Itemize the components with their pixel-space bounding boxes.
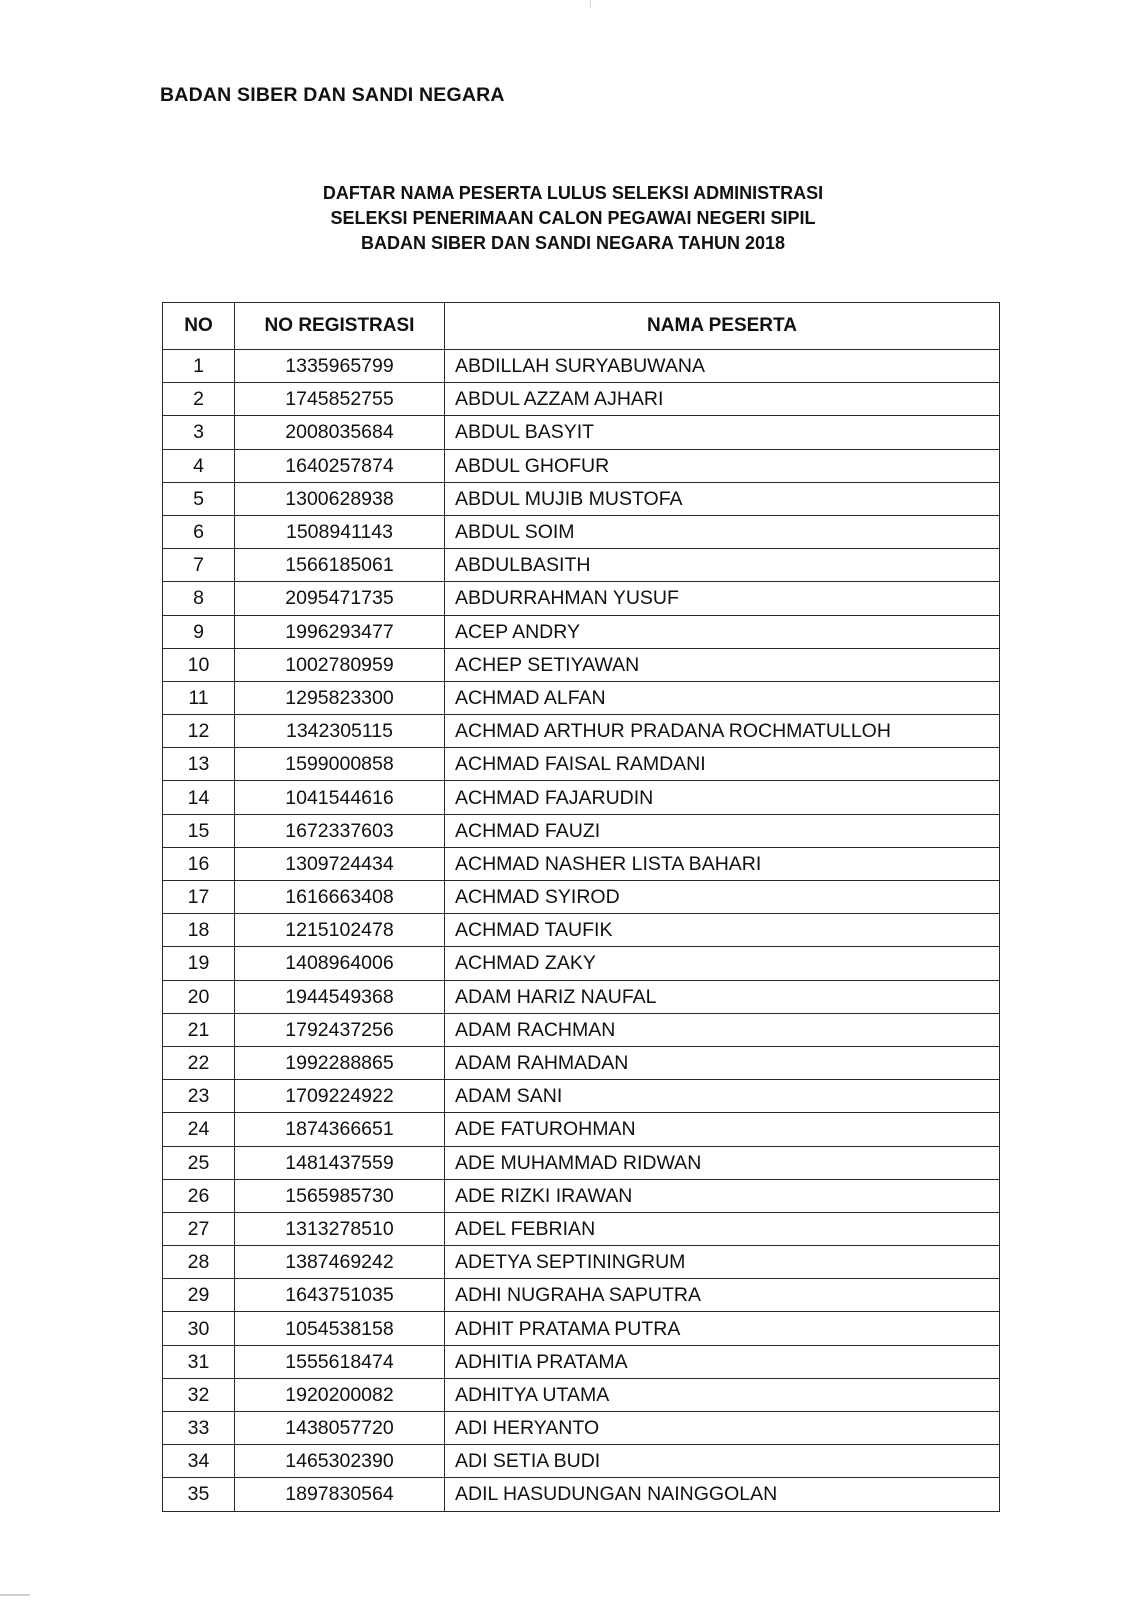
table-row [163, 1179, 1000, 1212]
registration-number: 1709224922 [235, 1080, 445, 1113]
row-number: 21 [163, 1013, 235, 1046]
participant-name: ABDUL AZZAM AJHARI [445, 383, 1000, 416]
registration-number: 1335965799 [235, 350, 445, 383]
table-row [163, 648, 1000, 681]
participant-name: ACHMAD SYIROD [445, 881, 1000, 914]
scan-artifact-mark [590, 0, 591, 8]
participant-name: ACHMAD ALFAN [445, 681, 1000, 714]
table-row [163, 1345, 1000, 1378]
table-body [163, 350, 1000, 1512]
row-number: 28 [163, 1246, 235, 1279]
row-number: 30 [163, 1312, 235, 1345]
row-number: 18 [163, 914, 235, 947]
registration-number: 1616663408 [235, 881, 445, 914]
participant-name: ACHMAD FAISAL RAMDANI [445, 748, 1000, 781]
table-row [163, 1412, 1000, 1445]
document-title [0, 181, 1138, 256]
registration-number: 1565985730 [235, 1179, 445, 1212]
participant-name: ADIL HASUDUNGAN NAINGGOLAN [445, 1478, 1000, 1511]
row-number: 35 [163, 1478, 235, 1511]
participant-name: ABDILLAH SURYABUWANA [445, 350, 1000, 383]
table-row [163, 482, 1000, 515]
row-number: 33 [163, 1412, 235, 1445]
table-row [163, 383, 1000, 416]
row-number: 8 [163, 582, 235, 615]
registration-number: 1996293477 [235, 615, 445, 648]
registration-number: 1897830564 [235, 1478, 445, 1511]
participant-name: ACEP ANDRY [445, 615, 1000, 648]
organization-heading: BADAN SIBER DAN SANDI NEGARA [160, 84, 505, 106]
registration-number: 1745852755 [235, 383, 445, 416]
column-header-no: NO [163, 303, 235, 350]
participant-name: ADE RIZKI IRAWAN [445, 1179, 1000, 1212]
table-row [163, 1013, 1000, 1046]
registration-number: 1408964006 [235, 947, 445, 980]
row-number: 16 [163, 847, 235, 880]
participant-name: ACHEP SETIYAWAN [445, 648, 1000, 681]
registration-number: 1295823300 [235, 681, 445, 714]
table-row [163, 1246, 1000, 1279]
participant-name: ADHI NUGRAHA SAPUTRA [445, 1279, 1000, 1312]
participant-name: ABDURRAHMAN YUSUF [445, 582, 1000, 615]
table-row [163, 515, 1000, 548]
participant-name: ADAM SANI [445, 1080, 1000, 1113]
row-number: 22 [163, 1046, 235, 1079]
table-row [163, 416, 1000, 449]
table-row [163, 715, 1000, 748]
participant-name: ADAM RAHMADAN [445, 1046, 1000, 1079]
registration-number: 1313278510 [235, 1212, 445, 1245]
registration-number: 1672337603 [235, 814, 445, 847]
row-number: 24 [163, 1113, 235, 1146]
row-number: 17 [163, 881, 235, 914]
row-number: 20 [163, 980, 235, 1013]
table-row [163, 681, 1000, 714]
row-number: 26 [163, 1179, 235, 1212]
participant-table [162, 302, 1000, 1512]
registration-number: 1215102478 [235, 914, 445, 947]
row-number: 27 [163, 1212, 235, 1245]
registration-number: 1992288865 [235, 1046, 445, 1079]
row-number: 12 [163, 715, 235, 748]
table-row [163, 814, 1000, 847]
table-header-row [163, 303, 1000, 350]
row-number: 2 [163, 383, 235, 416]
row-number: 1 [163, 350, 235, 383]
registration-number: 2008035684 [235, 416, 445, 449]
participant-name: ADI SETIA BUDI [445, 1445, 1000, 1478]
participant-name: ADAM HARIZ NAUFAL [445, 980, 1000, 1013]
registration-number: 1465302390 [235, 1445, 445, 1478]
row-number: 7 [163, 549, 235, 582]
registration-number: 1566185061 [235, 549, 445, 582]
table-row [163, 914, 1000, 947]
registration-number: 1387469242 [235, 1246, 445, 1279]
table-row [163, 847, 1000, 880]
registration-number: 1041544616 [235, 781, 445, 814]
participant-name: ADI HERYANTO [445, 1412, 1000, 1445]
participant-name: ADEL FEBRIAN [445, 1212, 1000, 1245]
registration-number: 1944549368 [235, 980, 445, 1013]
participant-name: ACHMAD FAUZI [445, 814, 1000, 847]
participant-name: ADHIT PRATAMA PUTRA [445, 1312, 1000, 1345]
table-row [163, 1445, 1000, 1478]
scan-edge-mark [0, 1594, 30, 1596]
row-number: 11 [163, 681, 235, 714]
participant-name: ABDUL BASYIT [445, 416, 1000, 449]
table-row [163, 980, 1000, 1013]
registration-number: 1599000858 [235, 748, 445, 781]
row-number: 10 [163, 648, 235, 681]
table-row [163, 947, 1000, 980]
row-number: 25 [163, 1146, 235, 1179]
row-number: 19 [163, 947, 235, 980]
title-line-1: DAFTAR NAMA PESERTA LULUS SELEKSI ADMINISTRASI [322, 183, 824, 203]
table-row [163, 781, 1000, 814]
row-number: 31 [163, 1345, 235, 1378]
registration-number: 1643751035 [235, 1279, 445, 1312]
registration-number: 1438057720 [235, 1412, 445, 1445]
table-row [163, 748, 1000, 781]
registration-number: 1874366651 [235, 1113, 445, 1146]
table-row [163, 449, 1000, 482]
row-number: 9 [163, 615, 235, 648]
row-number: 6 [163, 515, 235, 548]
registration-number: 1920200082 [235, 1378, 445, 1411]
row-number: 3 [163, 416, 235, 449]
table-row [163, 1279, 1000, 1312]
column-header-registration: NO REGISTRASI [235, 303, 445, 350]
participant-name: ADETYA SEPTININGRUM [445, 1246, 1000, 1279]
registration-number: 1300628938 [235, 482, 445, 515]
row-number: 29 [163, 1279, 235, 1312]
row-number: 32 [163, 1378, 235, 1411]
title-line-2: SELEKSI PENERIMAAN CALON PEGAWAI NEGERI SIPIL [330, 208, 816, 228]
registration-number: 1309724434 [235, 847, 445, 880]
participant-name: ADAM RACHMAN [445, 1013, 1000, 1046]
registration-number: 1508941143 [235, 515, 445, 548]
participant-name: ACHMAD ZAKY [445, 947, 1000, 980]
table-row [163, 1212, 1000, 1245]
participant-name: ADHITYA UTAMA [445, 1378, 1000, 1411]
row-number: 23 [163, 1080, 235, 1113]
participant-name: ACHMAD NASHER LISTA BAHARI [445, 847, 1000, 880]
title-line-3: BADAN SIBER DAN SANDI NEGARA TAHUN 2018 [360, 233, 786, 253]
table-row [163, 549, 1000, 582]
row-number: 5 [163, 482, 235, 515]
table-row [163, 1312, 1000, 1345]
row-number: 4 [163, 449, 235, 482]
row-number: 34 [163, 1445, 235, 1478]
registration-number: 1342305115 [235, 715, 445, 748]
participant-name: ABDUL SOIM [445, 515, 1000, 548]
table-row [163, 350, 1000, 383]
table-row [163, 1046, 1000, 1079]
table-row [163, 1080, 1000, 1113]
participant-name: ACHMAD FAJARUDIN [445, 781, 1000, 814]
participant-name: ADHITIA PRATAMA [445, 1345, 1000, 1378]
table-row [163, 1478, 1000, 1511]
row-number: 15 [163, 814, 235, 847]
column-header-name: NAMA PESERTA [445, 303, 1000, 350]
participant-name: ABDULBASITH [445, 549, 1000, 582]
participant-name: ABDUL GHOFUR [445, 449, 1000, 482]
participant-name: ADE MUHAMMAD RIDWAN [445, 1146, 1000, 1179]
table-row [163, 1378, 1000, 1411]
table-row [163, 582, 1000, 615]
registration-number: 1640257874 [235, 449, 445, 482]
table-row [163, 1113, 1000, 1146]
row-number: 13 [163, 748, 235, 781]
participant-name: ACHMAD ARTHUR PRADANA ROCHMATULLOH [445, 715, 1000, 748]
registration-number: 1054538158 [235, 1312, 445, 1345]
participant-name: ACHMAD TAUFIK [445, 914, 1000, 947]
table-row [163, 1146, 1000, 1179]
registration-number: 2095471735 [235, 582, 445, 615]
registration-number: 1002780959 [235, 648, 445, 681]
participant-name: ADE FATUROHMAN [445, 1113, 1000, 1146]
registration-number: 1481437559 [235, 1146, 445, 1179]
table-row [163, 881, 1000, 914]
participant-name: ABDUL MUJIB MUSTOFA [445, 482, 1000, 515]
registration-number: 1555618474 [235, 1345, 445, 1378]
row-number: 14 [163, 781, 235, 814]
table-row [163, 615, 1000, 648]
registration-number: 1792437256 [235, 1013, 445, 1046]
